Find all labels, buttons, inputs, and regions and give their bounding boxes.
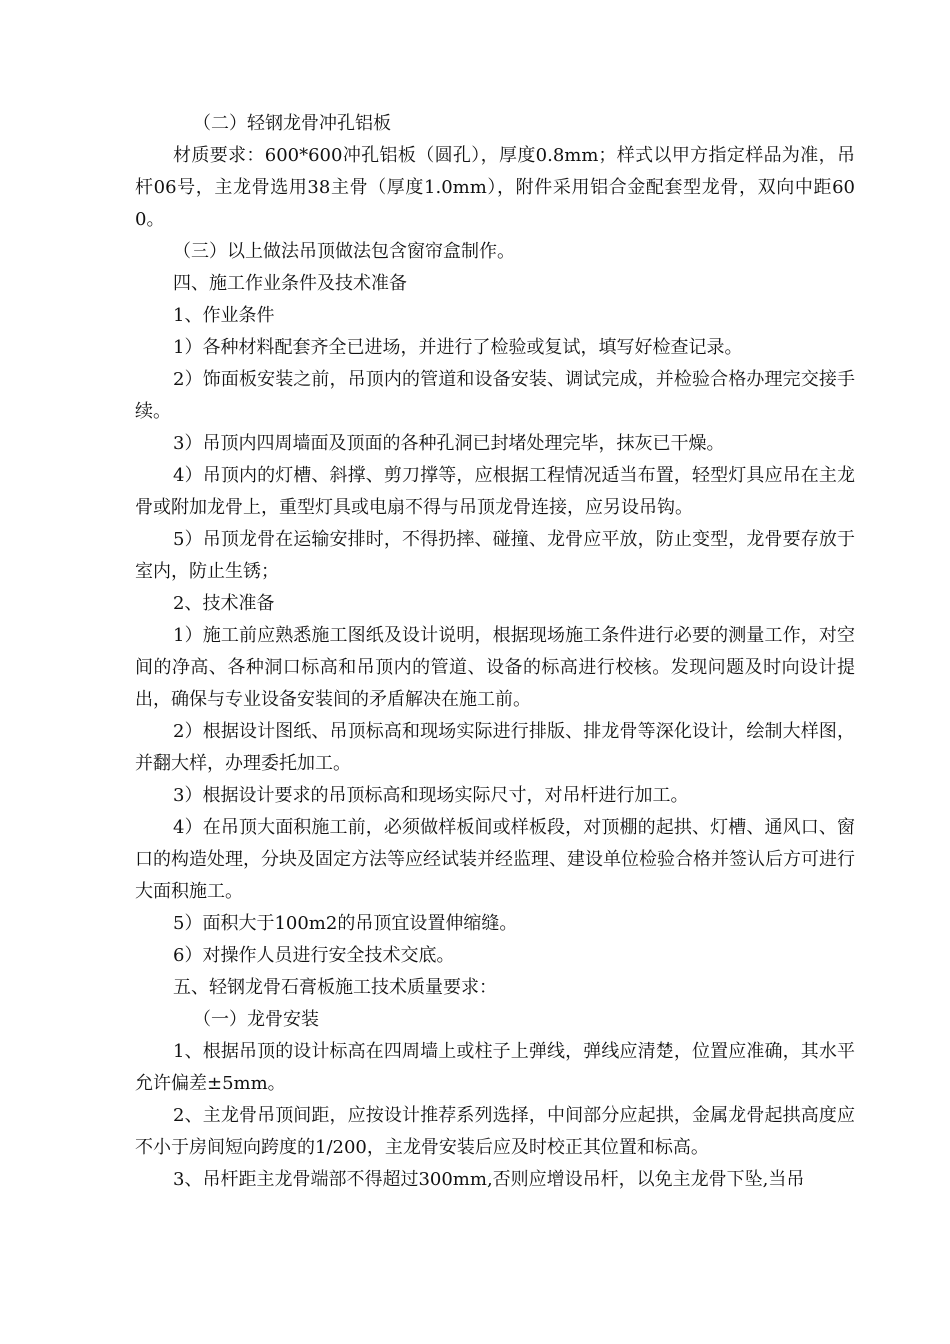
section-heading-5: 五、轻钢龙骨石膏板施工技术质量要求： (173, 977, 497, 998)
condition-item-4: 4）吊顶内的灯槽、斜撑、剪刀撑等，应根据工程情况适当布置，轻型灯具应吊在主龙骨或附加龙骨上，重型灯具或电扇不得与吊顶龙骨连接，应另设吊钩。 (135, 465, 855, 518)
condition-item-1: 1）各种材料配套齐全已进场，并进行了检验或复试，填写好检查记录。 (173, 337, 743, 358)
condition-item-3: 3）吊顶内四周墙面及顶面的各种孔洞已封堵处理完毕，抹灰已干燥。 (173, 433, 725, 454)
installation-item-2: 2、主龙骨吊顶间距，应按设计推荐系列选择，中间部分应起拱，金属龙骨起拱高度应不小于房间短向跨度的1/200，主龙骨安装后应及时校正其位置和标高。 (135, 1105, 855, 1158)
prep-item-5: 5）面积大于100m2的吊顶宜设置伸缩缝。 (173, 913, 518, 934)
curtain-box-note: （三）以上做法吊顶做法包含窗帘盒制作。 (173, 241, 515, 262)
prep-item-6: 6）对操作人员进行安全技术交底。 (173, 945, 455, 966)
document-body (135, 108, 855, 1196)
condition-item-5: 5）吊顶龙骨在运输安排时，不得扔摔、碰撞、龙骨应平放，防止变型，龙骨要存放于室内，防止生锈； (135, 529, 855, 582)
subheading-keel-installation: （一）龙骨安装 (193, 1009, 319, 1030)
prep-item-4: 4）在吊顶大面积施工前，必须做样板间或样板段，对顶棚的起拱、灯槽、通风口、窗口的构造处理，分块及固定方法等应经试装并经监理、建设单位检验合格并签认后方可进行大面积施工。 (135, 817, 855, 902)
condition-item-2: 2）饰面板安装之前，吊顶内的管道和设备安装、调试完成，并检验合格办理完交接手续。 (135, 369, 855, 422)
installation-item-1: 1、根据吊顶的设计标高在四周墙上或柱子上弹线，弹线应清楚，位置应准确，其水平允许偏差±5mm。 (135, 1041, 855, 1094)
section-heading-4: 四、施工作业条件及技术准备 (173, 273, 407, 294)
material-requirements-paragraph: 材质要求：600*600冲孔铝板（圆孔），厚度0.8mm；样式以甲方指定样品为准，吊杆06号，主龙骨选用38主骨（厚度1.0mm），附件采用铝合金配套型龙骨，双向中距600。 (135, 145, 855, 230)
prep-item-2: 2）根据设计图纸、吊顶标高和现场实际进行排版、排龙骨等深化设计，绘制大样图，并翻大样，办理委托加工。 (135, 721, 855, 774)
prep-item-3: 3）根据设计要求的吊顶标高和现场实际尺寸，对吊杆进行加工。 (173, 785, 689, 806)
prep-item-1: 1）施工前应熟悉施工图纸及设计说明，根据现场施工条件进行必要的测量工作，对空间的净高、各种洞口标高和吊顶内的管道、设备的标高进行校核。发现问题及时向设计提出，确保与专业设备安装间的矛盾解决在施工前。 (135, 625, 855, 710)
subheading-work-conditions: 1、作业条件 (173, 305, 275, 326)
installation-item-3: 3、吊杆距主龙骨端部不得超过300mm,否则应增设吊杆，以免主龙骨下坠,当吊 (173, 1169, 805, 1190)
subheading-perforated-aluminum: （二）轻钢龙骨冲孔铝板 (193, 113, 391, 134)
subheading-technical-prep: 2、技术准备 (173, 593, 275, 614)
